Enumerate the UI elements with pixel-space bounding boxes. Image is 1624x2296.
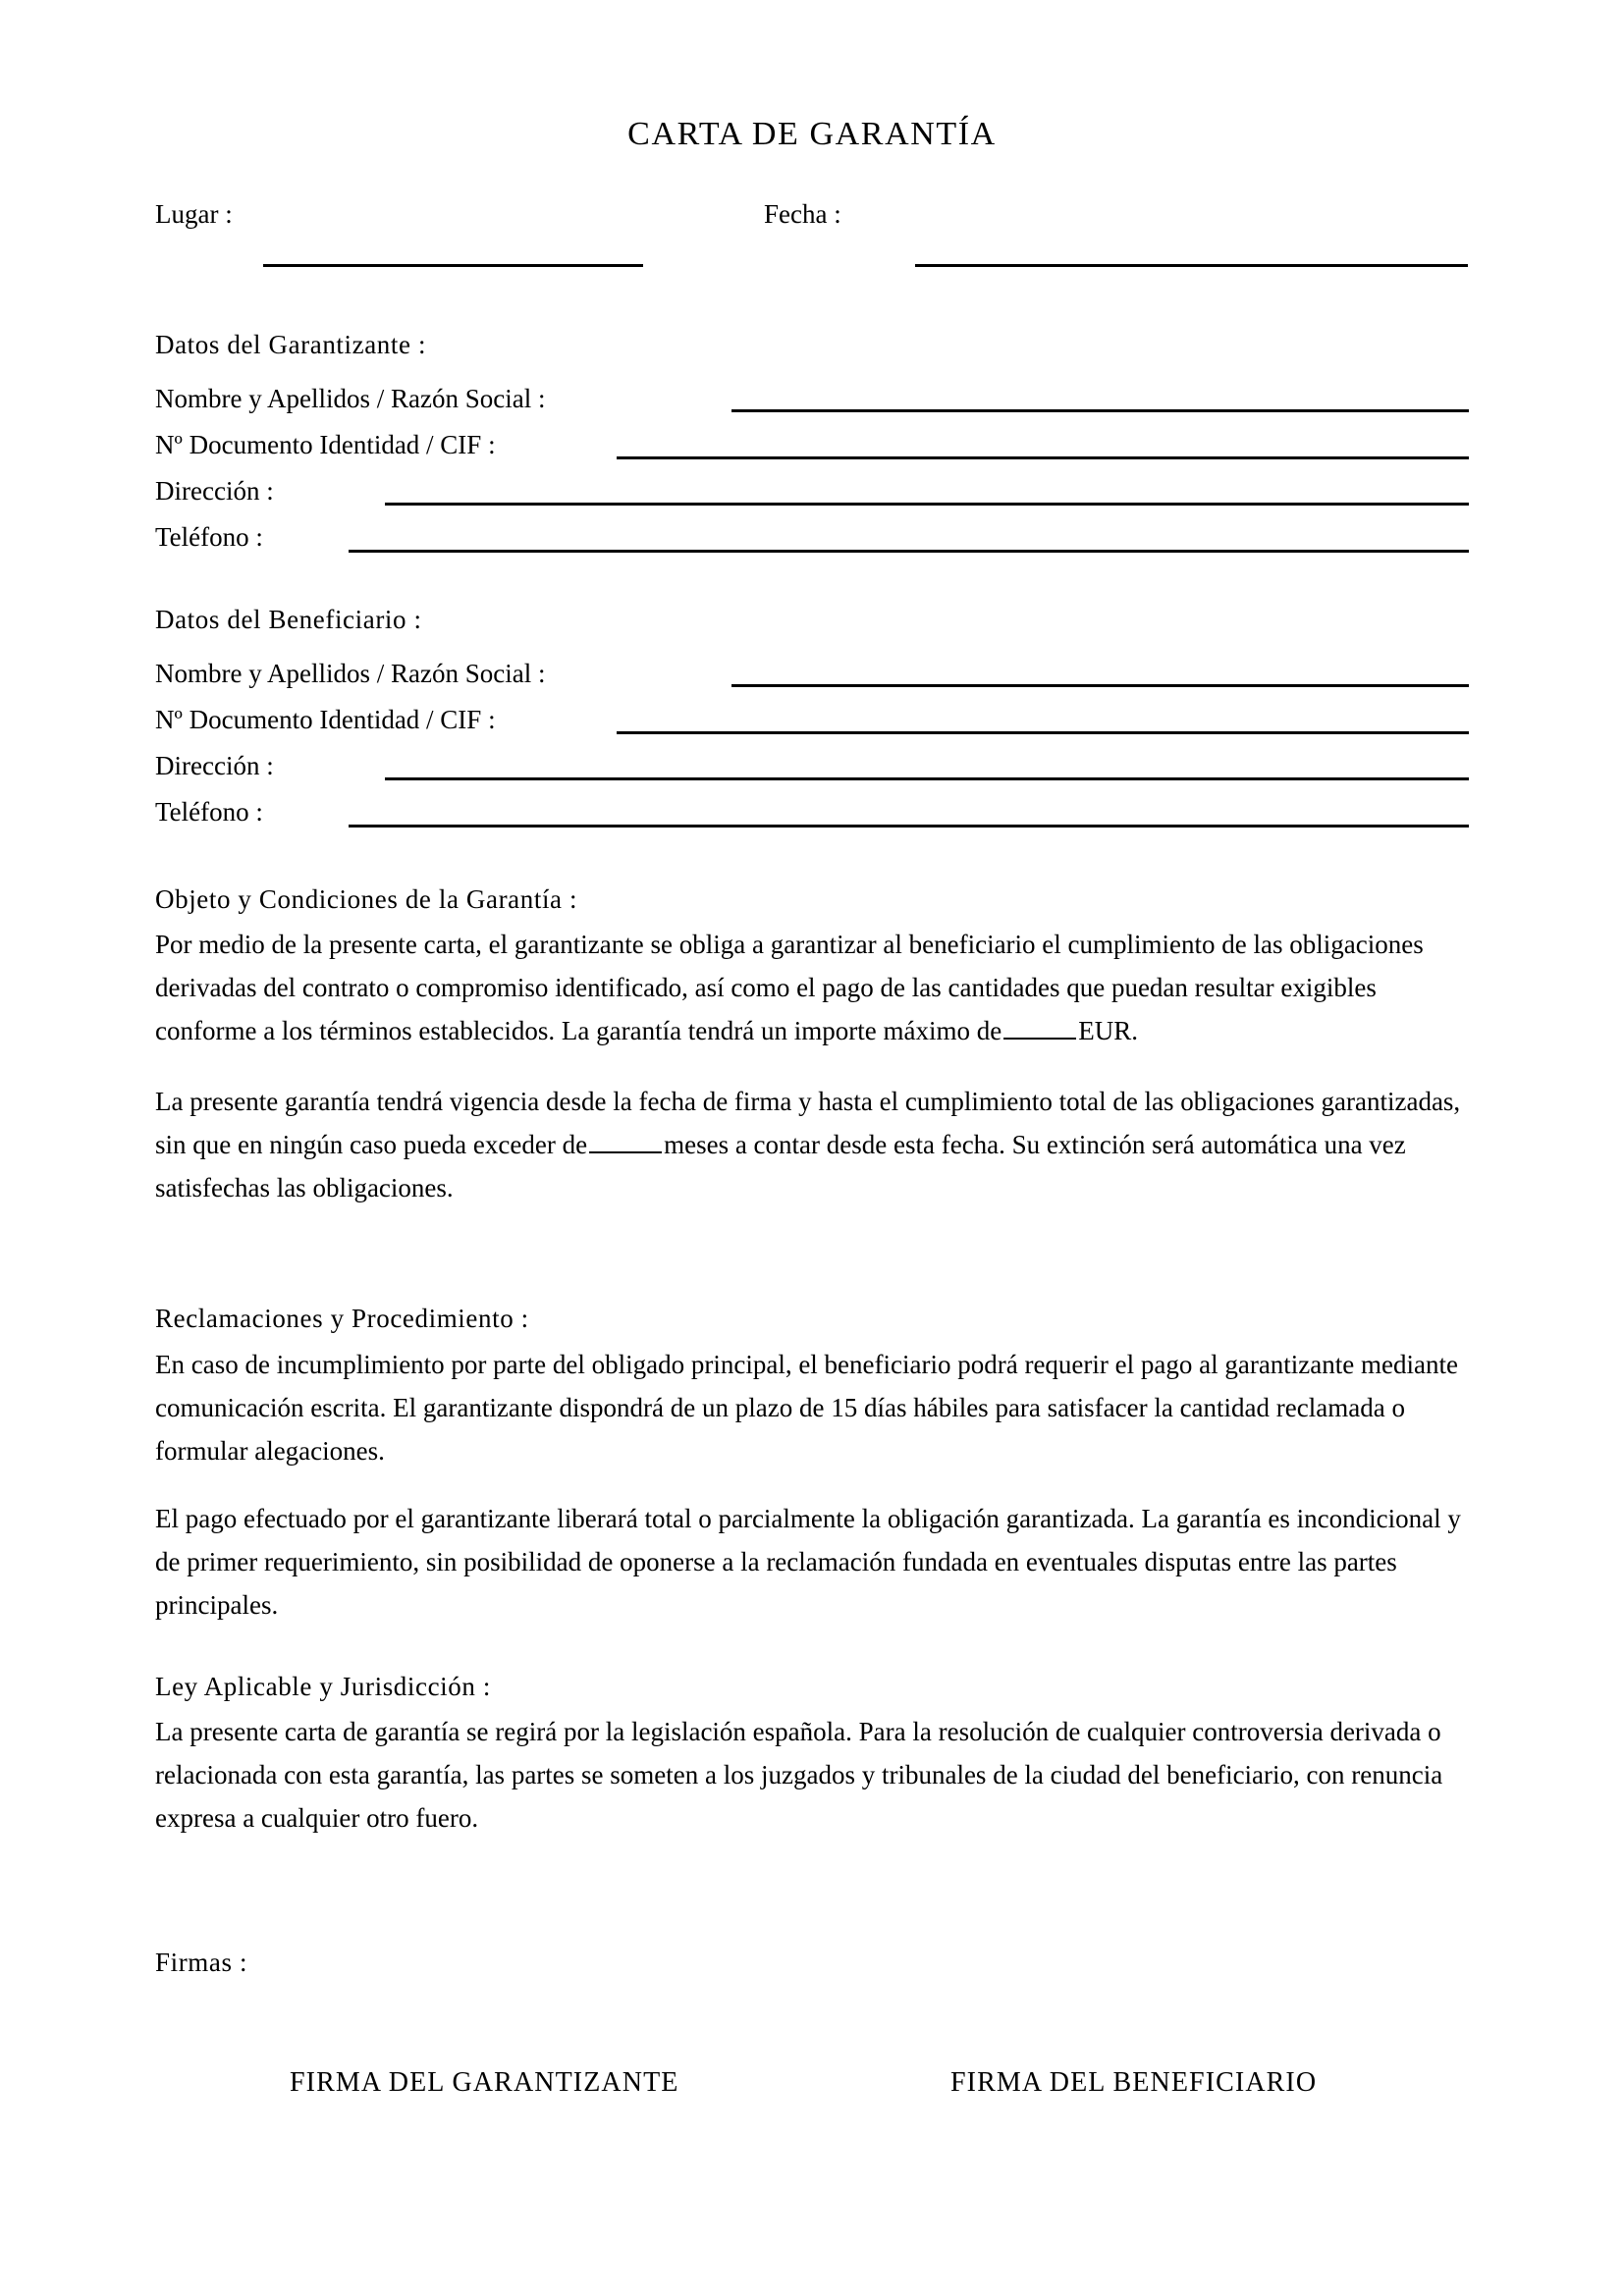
beneficiary-field-telefono	[155, 789, 263, 834]
law-section-heading: Ley Aplicable y Jurisdicción :	[155, 1672, 491, 1701]
beneficiary-direccion-rule[interactable]	[385, 777, 1469, 780]
beneficiary-field-documento	[155, 697, 496, 742]
guarantor-section-heading: Datos del Garantizante :	[155, 330, 427, 359]
guarantor-field-direccion	[155, 468, 274, 513]
field-fecha-label-wrap	[764, 191, 841, 237]
beneficiary-nombre-label: Nombre y Apellidos / Razón Social :	[155, 659, 546, 688]
fecha-label: Fecha :	[764, 199, 841, 229]
guarantor-nombre-rule[interactable]	[731, 409, 1469, 412]
object-paragraph-2-text-b: meses a contar desde esta fecha. Su extinción será automática una vez satisfechas las obligaciones.	[155, 1130, 1406, 1202]
beneficiary-signature-label: FIRMA DEL BENEFICIARIO	[950, 2067, 1318, 2098]
lugar-input-rule[interactable]	[263, 264, 643, 267]
guarantor-signature-label: FIRMA DEL GARANTIZANTE	[290, 2067, 679, 2098]
guarantor-documento-label: Nº Documento Identidad / CIF :	[155, 430, 496, 459]
lugar-label: Lugar :	[155, 199, 233, 229]
guarantor-telefono-rule[interactable]	[349, 550, 1469, 553]
guarantor-field-telefono	[155, 514, 263, 560]
guarantor-field-documento	[155, 422, 496, 467]
guarantor-documento-rule[interactable]	[617, 456, 1469, 459]
page-title: CARTA DE GARANTÍA	[627, 116, 997, 152]
guarantor-direccion-rule[interactable]	[385, 503, 1469, 506]
importe-maximo-blank[interactable]	[1003, 1018, 1076, 1040]
fecha-input-rule[interactable]	[915, 264, 1468, 267]
beneficiary-field-direccion	[155, 743, 274, 788]
beneficiary-nombre-rule[interactable]	[731, 684, 1469, 687]
object-paragraph-1-text-b: EUR.	[1078, 1016, 1138, 1045]
claims-paragraph-2: El pago efectuado por el garantizante liberará total o parcialmente la obligación garantizada. La garantía es incondicional y de primer requerimiento, sin posibilidad de oponerse a la reclamación fundada en eventuales disputas entre las partes principales.	[155, 1504, 1461, 1620]
object-paragraph-2	[155, 1080, 1465, 1209]
guarantor-direccion-label: Dirección :	[155, 476, 274, 506]
object-paragraph-1-text-a: Por medio de la presente carta, el garantizante se obliga a garantizar al beneficiario el cumplimiento de las obligaciones derivadas del contrato o compromiso identificado, así como el pago de las cantidades que puedan resultar exigibles conforme a los términos establecidos. La garantía tendrá un importe máximo de	[155, 930, 1424, 1045]
plazo-meses-blank[interactable]	[589, 1132, 662, 1153]
claims-paragraph-1: En caso de incumplimiento por parte del obligado principal, el beneficiario podrá requerir el pago al garantizante mediante comunicación escrita. El garantizante dispondrá de un plazo de 15 días hábiles para satisfacer la cantidad reclamada o formular alegaciones.	[155, 1350, 1458, 1466]
object-paragraph-1	[155, 923, 1465, 1052]
beneficiary-field-nombre	[155, 651, 545, 696]
claims-section-heading: Reclamaciones y Procedimiento :	[155, 1304, 529, 1333]
law-paragraph-1: La presente carta de garantía se regirá por la legislación española. Para la resolución de cualquier controversia derivada o relacionada con esta garantía, las partes se someten a los juzgados y tribunales de la ciudad del beneficiario, con renuncia expresa a cualquier otro fuero.	[155, 1717, 1443, 1833]
object-paragraph-2-text-a: La presente garantía tendrá vigencia desde la fecha de firma y hasta el cumplimiento total de las obligaciones garantizadas, sin que en ningún caso pueda exceder de	[155, 1087, 1461, 1159]
field-lugar-label-wrap	[155, 191, 233, 237]
beneficiary-telefono-rule[interactable]	[349, 825, 1469, 828]
beneficiary-documento-label: Nº Documento Identidad / CIF :	[155, 705, 496, 734]
beneficiary-section-heading: Datos del Beneficiario :	[155, 605, 422, 634]
object-section-heading: Objeto y Condiciones de la Garantía :	[155, 884, 578, 914]
beneficiary-direccion-label: Dirección :	[155, 751, 274, 780]
guarantor-field-nombre	[155, 376, 545, 421]
beneficiary-telefono-label: Teléfono :	[155, 797, 263, 827]
guarantor-nombre-label: Nombre y Apellidos / Razón Social :	[155, 384, 546, 413]
guarantor-telefono-label: Teléfono :	[155, 522, 263, 552]
signature-section-heading: Firmas :	[155, 1948, 248, 1977]
beneficiary-documento-rule[interactable]	[617, 731, 1469, 734]
